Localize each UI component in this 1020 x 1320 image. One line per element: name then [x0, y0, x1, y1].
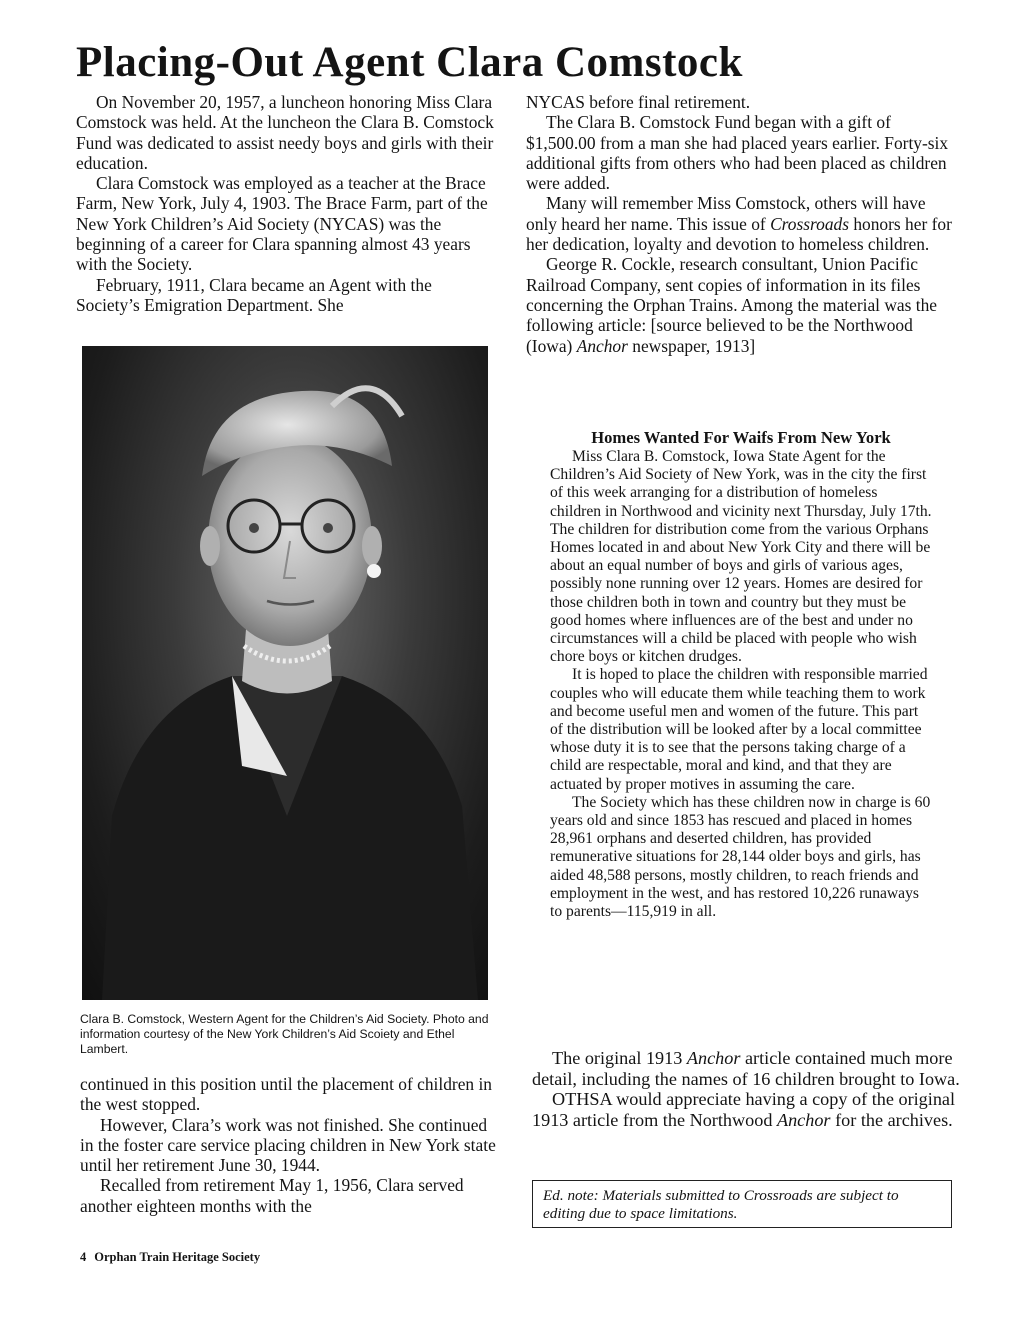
paragraph: [526, 254, 956, 355]
paragraph: continued in this position until the placement of children in the west stopped.: [80, 1074, 492, 1115]
paragraph: [532, 1089, 962, 1130]
text-run: article contained much more detail, including the names of 16 children brought to Iowa.: [532, 1048, 960, 1089]
article-paragraph: It is hoped to place the children with responsible married couples who will educate them while teaching them to work and become useful men and women of the future. This part of the distribution will be looked after by a local committee whose duty it is to see that the persons taking charge of a child are respectable, moral and kind, and that they are actuated by proper motives in assuming the care.: [550, 666, 928, 793]
text-run: for the archives.: [830, 1109, 953, 1130]
publication-name: Anchor: [576, 335, 628, 356]
paragraph: However, Clara’s work was not finished. She continued in the foster care service placing children in New York state until her retirement June 30, 1944.: [80, 1114, 496, 1176]
editor-note-box: Ed. note: Materials submitted to Crossroads are subject to editing due to space limitations.: [532, 1180, 952, 1228]
paragraph: [526, 193, 956, 254]
paragraph: [532, 1048, 962, 1089]
publication-name: Anchor: [776, 1109, 831, 1130]
publisher-name: Orphan Train Heritage Society: [94, 1250, 261, 1264]
portrait-photo: [82, 346, 488, 1000]
photo-caption: Clara B. Comstock, Western Agent for the Children’s Aid Society. Photo and information courtesy of the New York Children’s Aid Scoiety and Ethel Lambert.: [80, 1012, 489, 1056]
text-run: The original 1913: [552, 1048, 687, 1068]
article-title: Placing-Out Agent Clara Comstock: [76, 39, 743, 86]
text-run: honors her for her dedication, loyalty and devotion to homeless children.: [526, 213, 952, 255]
portrait-illustration: [82, 346, 488, 1000]
closing-paragraphs: [532, 1048, 962, 1130]
text-run: OTHSA would appreciate having a copy of the original 1913 article from the Northwood: [532, 1089, 956, 1130]
paragraph: February, 1911, Clara became an Agent with the Society’s Emigration Department. She: [76, 274, 432, 315]
text-run: Many will remember Miss Comstock, others will have only heard her name. This issue of: [526, 193, 926, 234]
page-number: 4: [80, 1250, 87, 1264]
text-run: George R. Cockle, research consultant, Union Pacific Railroad Company, sent copies of information in its files concerning the Orphan Trains. Among the material was the following article: [source believed to be the Northwood (Iowa): [526, 254, 938, 356]
paragraph: Clara Comstock was employed as a teacher at the Brace Farm, New York, July 4, 1903. The Brace Farm, part of the New York Children’s Aid Society (NYCAS) was the beginning of a career for Clara spanning almost 43 years with the Society.: [76, 173, 488, 275]
left-column-top: [76, 92, 496, 315]
reprinted-article: [550, 428, 932, 921]
publication-name: Anchor: [686, 1048, 741, 1068]
paragraph: NYCAS before final retirement.: [526, 92, 751, 112]
article-paragraph: Miss Clara B. Comstock, Iowa State Agent for the Children’s Aid Society of New York, was in the city the first of this week arranging for a distribution of homeless children in Northwood and vicinity next Thursday, July 17th. The children for distribution come from the various Orphans Homes located in and about New York City and there will be about an equal number of boys and girls of various ages, possibly none running over 12 years. Homes are desired for those children both in town and country but they must be good homes where influences are of the best and under no circumstances will a child be placed with people who wish chore boys or kitchen drudges.: [550, 448, 932, 666]
paragraph: Recalled from retirement May 1, 1956, Clara served another eighteen months with the: [80, 1175, 464, 1216]
right-column: [526, 92, 956, 356]
left-column-bottom: [80, 1074, 500, 1216]
text-run: newspaper, 1913]: [627, 335, 756, 356]
page-footer: [80, 1250, 268, 1265]
article-headline: Homes Wanted For Waifs From New York: [591, 428, 891, 447]
paragraph: The Clara B. Comstock Fund began with a gift of $1,500.00 from a man she had placed years earlier. Forty-six additional gifts from others who had been placed as children were added.: [526, 112, 949, 194]
article-paragraph: The Society which has these children now in charge is 60 years old and since 1853 has rescued and placed in homes 28,961 orphans and deserted children, has provided remunerative situations for 28,144 older boys and girls, has aided 48,588 persons, mostly children, to reach friends and employment in the west, and has restored 10,226 runaways to parents—115,919 in all.: [550, 793, 931, 921]
paragraph: On November 20, 1957, a luncheon honoring Miss Clara Comstock was held. At the luncheon the Clara B. Comstock Fund was dedicated to assist needy boys and girls with their education.: [76, 92, 494, 173]
publication-name: Crossroads: [770, 213, 849, 234]
